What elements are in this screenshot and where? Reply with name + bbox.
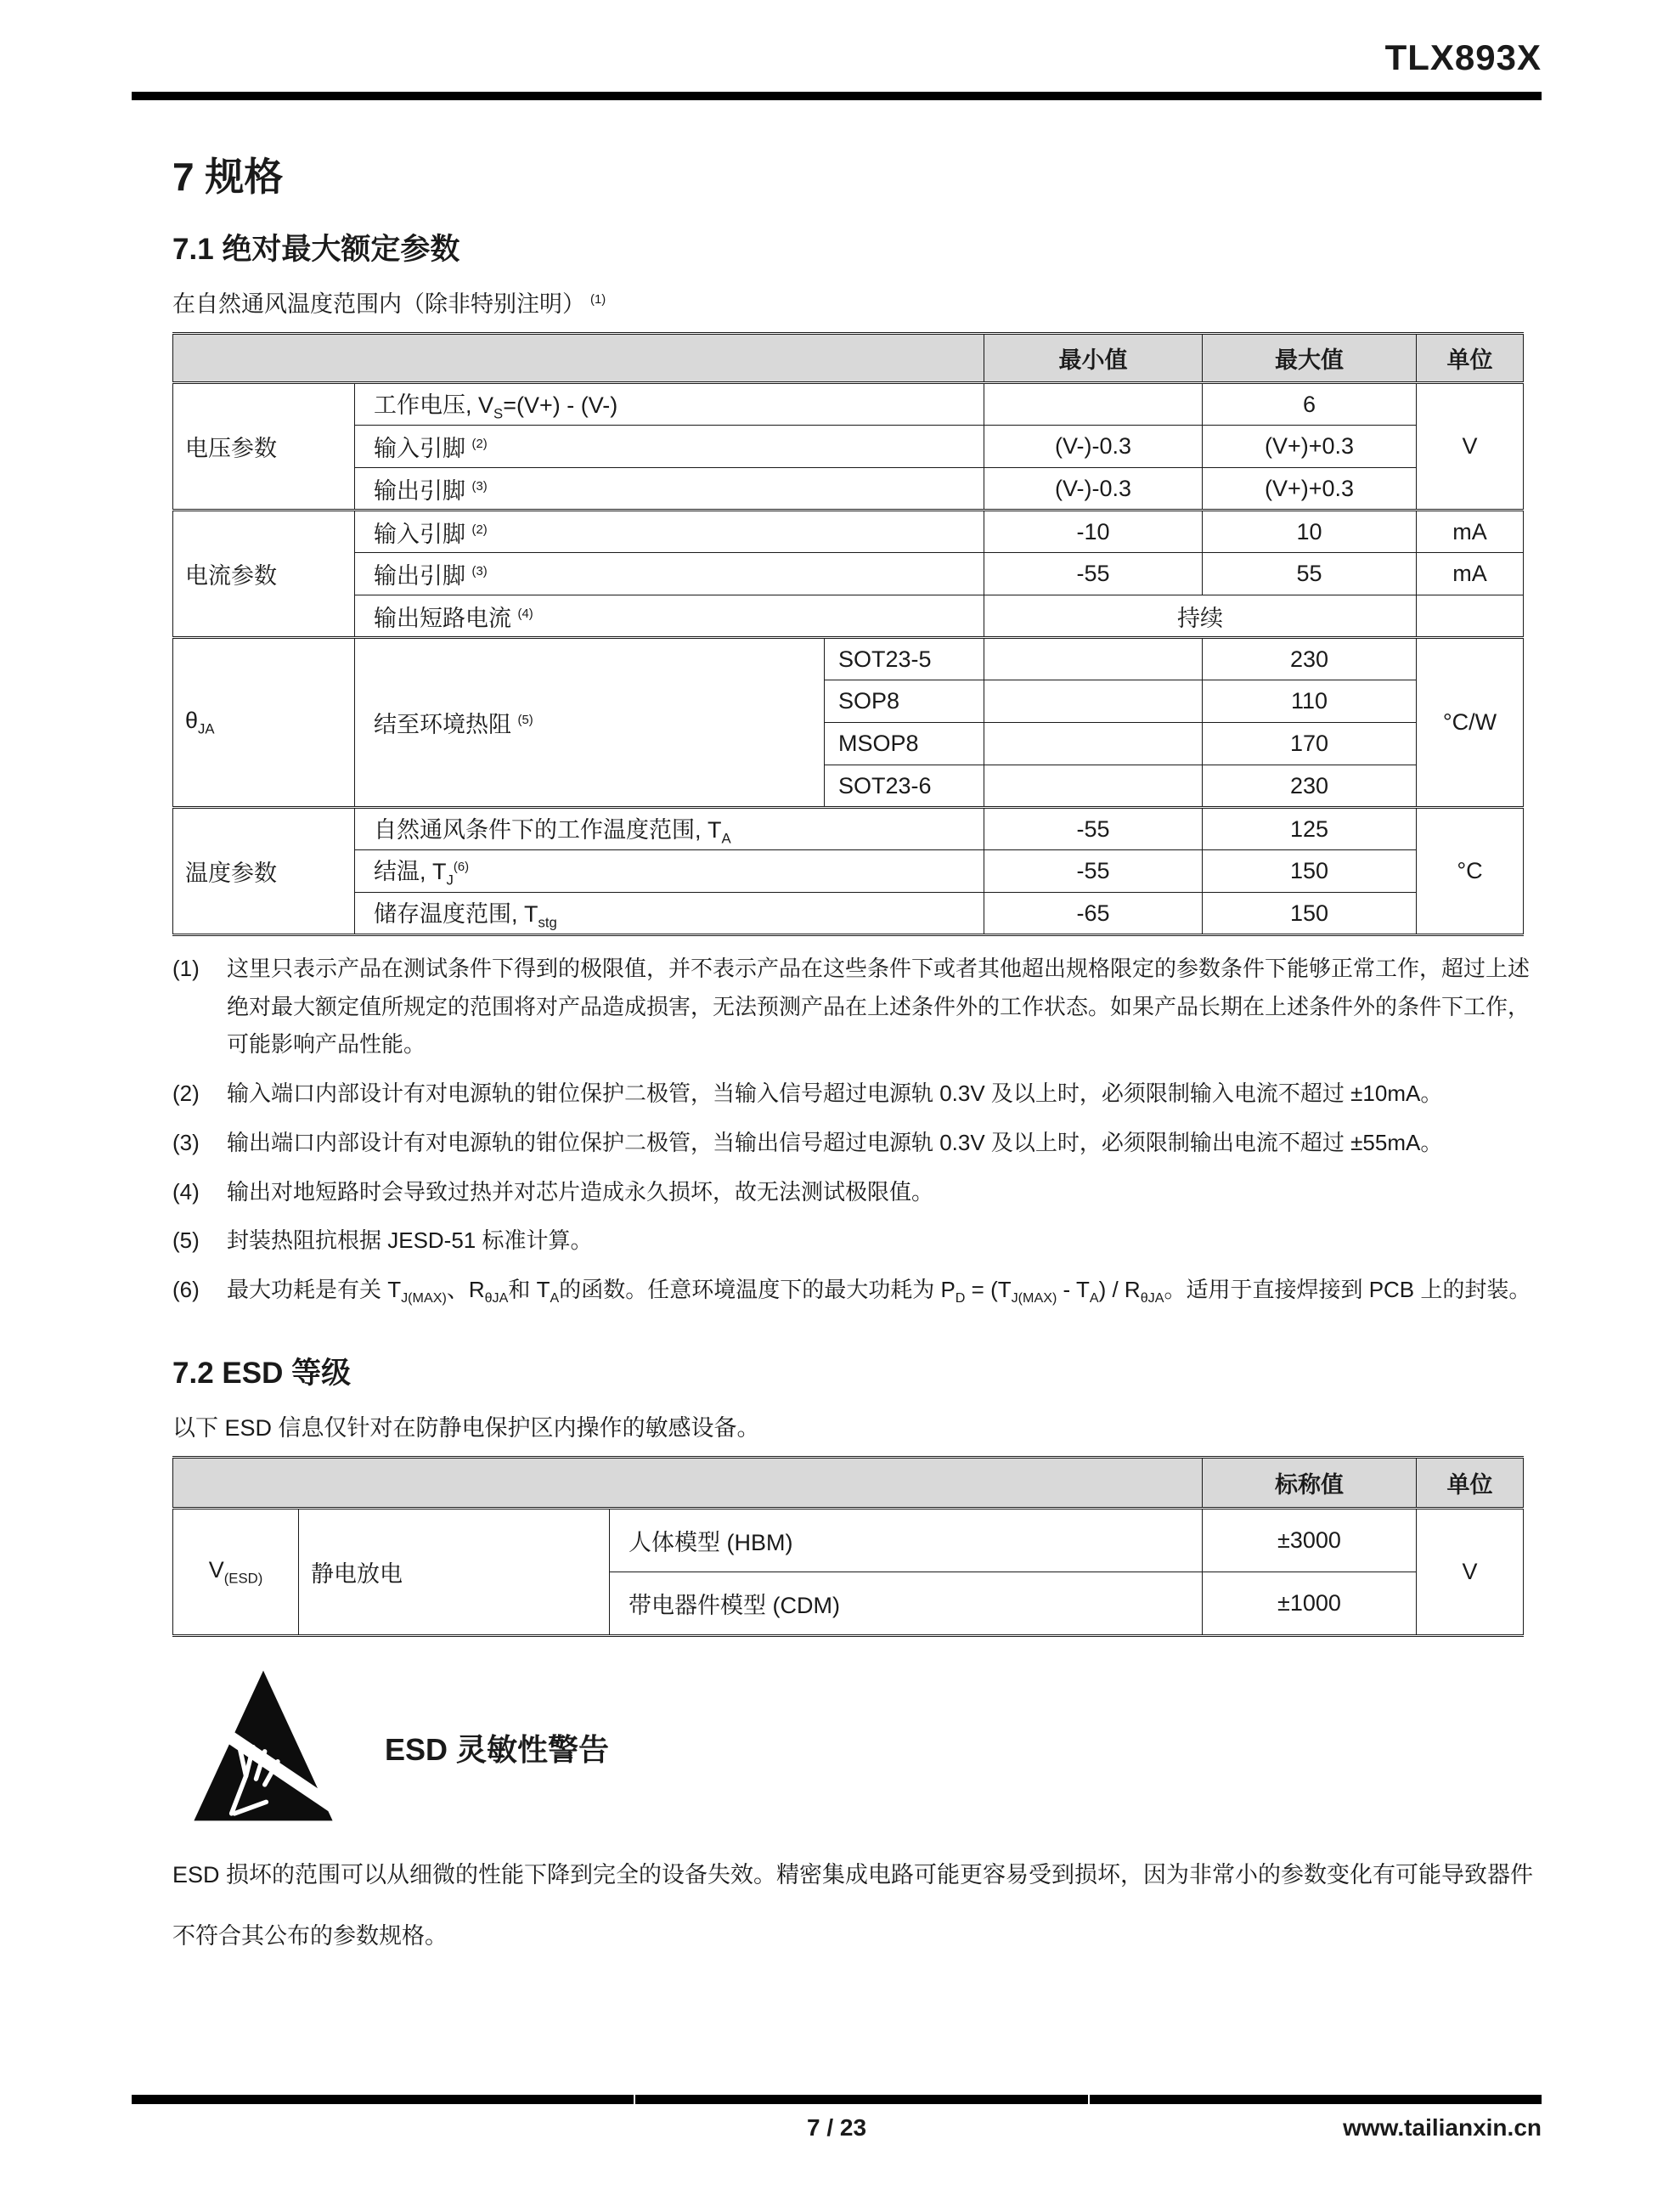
section-heading-7: 7 规格: [172, 155, 284, 199]
cell-min: (V-)-0.3: [984, 468, 1203, 511]
param-supply-voltage: [355, 383, 984, 426]
footnote-ref-6: (6): [453, 861, 470, 875]
group-voltage: 电压参数: [173, 383, 355, 511]
header-unit: 单位: [1417, 334, 1524, 383]
subscript: A: [721, 830, 731, 847]
cell-package: SOP8: [825, 680, 984, 723]
table-row: [173, 893, 1524, 935]
cell-unit-c: °C: [1417, 808, 1524, 935]
cell-cdm: 带电器件模型 (CDM): [610, 1572, 1203, 1635]
param-short-circuit-current: [355, 595, 984, 638]
footnote-segment: ) / R: [1098, 1277, 1141, 1303]
theta-symbol: θ: [185, 707, 199, 733]
param-text: 储存温度范围, T: [374, 900, 538, 927]
subscript: stg: [538, 914, 557, 931]
footnote-text: 输出端口内部设计有对电源轨的钳位保护二极管，当输出信号超过电源轨 0.3V 及以上时，必须限制输出电流不超过 ±55mA。: [227, 1129, 1443, 1155]
cell-unit-cw: °C/W: [1417, 638, 1524, 808]
param-text: 结至环境热阻: [374, 712, 518, 737]
footnote-segment: = (T: [965, 1277, 1012, 1303]
header-max: 最大值: [1203, 334, 1417, 383]
section-heading-7-2: 7.2 ESD 等级: [172, 1356, 352, 1390]
footnote-segment: - T: [1057, 1277, 1090, 1303]
footnote-segment: 最大功耗是有关 T: [227, 1277, 402, 1303]
page-number: 7 / 23: [806, 2114, 867, 2141]
param-input-pin-current: [355, 511, 984, 553]
esd-header-row: [173, 1457, 1524, 1508]
cell-continuous: 持续: [984, 595, 1417, 638]
subscript: D: [955, 1290, 966, 1306]
footnote-number: (6): [172, 1277, 200, 1303]
cell-max: 170: [1203, 723, 1417, 765]
cell-unit-ma: mA: [1417, 553, 1524, 595]
footnote-ref-4: (4): [517, 607, 533, 621]
footnote-ref-3: (3): [471, 479, 488, 494]
subscript: (ESD): [223, 1570, 263, 1587]
param-operating-temp: [355, 808, 984, 850]
cell-max: 150: [1203, 893, 1417, 935]
page-content: [172, 146, 1537, 1967]
cell-min: [984, 680, 1203, 723]
cell-max: 230: [1203, 765, 1417, 808]
param-text: 自然通风条件下的工作温度范围, T: [374, 816, 722, 843]
param-text: 输入引脚: [374, 521, 472, 547]
footnote-text: 输出对地短路时会导致过热并对芯片造成永久损坏，故无法测试极限值。: [227, 1178, 934, 1205]
cell-min: [984, 723, 1203, 765]
esd-warning-block: [191, 1666, 1537, 1830]
subscript: J(MAX): [401, 1290, 447, 1306]
param-output-pin-current: [355, 553, 984, 595]
cell-max: (V+)+0.3: [1203, 426, 1417, 468]
page-footer: [132, 2095, 1542, 2148]
footnote-text: [227, 1271, 1537, 1311]
footnote-text: 封装热阻抗根据 JESD-51 标准计算。: [227, 1227, 593, 1254]
footnote-4: [172, 1173, 1537, 1211]
footnote-1: [172, 950, 1537, 1064]
cell-hbm-value: ±3000: [1203, 1508, 1417, 1572]
footnote-2: [172, 1075, 1537, 1113]
cell-min: (V-)-0.3: [984, 426, 1203, 468]
footnote-ref-2: (2): [471, 522, 488, 537]
footnote-ref-5: (5): [517, 714, 533, 727]
footnote-segment: 。适用于直接焊接到 PCB 上的封装。: [1164, 1277, 1531, 1303]
abs-max-intro: [172, 285, 1537, 319]
footnote-segment: 、R: [446, 1277, 485, 1303]
footer-text-row: [132, 2114, 1542, 2148]
footnote-number: (5): [172, 1227, 200, 1254]
param-thermal-resistance: [355, 638, 825, 808]
footnote-list: [172, 950, 1537, 1311]
cell-max: (V+)+0.3: [1203, 468, 1417, 511]
footer-rule: [132, 2095, 1542, 2104]
param-text: 工作电压, V: [374, 392, 494, 418]
cell-min: [984, 383, 1203, 426]
footnote-number: (1): [172, 956, 200, 981]
param-junction-temp: [355, 850, 984, 893]
esd-table: [172, 1456, 1524, 1637]
footnote-text: 这里只表示产品在测试条件下得到的极限值，并不表示产品在这些条件下或者其他超出规格限定的参数条件下能够正常工作，超过上述绝对最大额定值所规定的范围将对产品造成损害，无法预测产品在上述条件外的工作状态。如果产品长期在上述条件外的条件下工作，可能影响产品性能。: [227, 956, 1531, 1058]
abs-max-table: [172, 332, 1524, 936]
cell-max: 55: [1203, 553, 1417, 595]
header-min: 最小值: [984, 334, 1203, 383]
esd-warning-label: ESD 灵敏性警告: [385, 1731, 610, 1767]
subscript: S: [493, 405, 504, 422]
footer-rule-gap: [1088, 2095, 1090, 2104]
table-row: [173, 808, 1524, 850]
param-output-pin: [355, 468, 984, 511]
abs-max-header-row: [173, 334, 1524, 383]
param-text: 输出短路电流: [374, 605, 518, 631]
cell-max: 230: [1203, 638, 1417, 680]
table-row: [173, 511, 1524, 553]
abs-max-intro-text: 在自然通风温度范围内（除非特别注明）: [172, 291, 585, 317]
table-row: [173, 383, 1524, 426]
footnote-3: [172, 1124, 1537, 1162]
table-row: [173, 850, 1524, 893]
subscript: A: [550, 1290, 560, 1306]
cell-min: -55: [984, 553, 1203, 595]
header-blank-cell: [173, 334, 984, 383]
symbol-vesd: [173, 1508, 299, 1635]
footnote-5: [172, 1222, 1537, 1260]
cell-cdm-value: ±1000: [1203, 1572, 1417, 1635]
footer-rule-gap: [634, 2095, 635, 2104]
cell-min: -55: [984, 850, 1203, 893]
footnote-segment: 和 T: [508, 1277, 550, 1303]
esd-warning-icon: [191, 1666, 335, 1830]
cell-min: -65: [984, 893, 1203, 935]
param-text: 输入引脚: [374, 436, 472, 461]
subscript: J(MAX): [1011, 1290, 1057, 1306]
table-row: [173, 553, 1524, 595]
cell-max: 110: [1203, 680, 1417, 723]
cell-unit-v: V: [1417, 1508, 1524, 1635]
subscript: JA: [198, 720, 215, 737]
footnote-segment: 的函数。任意环境温度下的最大功耗为 P: [559, 1277, 956, 1303]
header-blank-cell: [173, 1457, 1203, 1508]
table-row: [173, 1508, 1524, 1572]
cell-min: [984, 765, 1203, 808]
cell-package: SOT23-5: [825, 638, 984, 680]
footnote-number: (4): [172, 1178, 200, 1205]
group-theta-ja: [173, 638, 355, 808]
footnote-ref-1: (1): [590, 293, 606, 307]
table-row: [173, 468, 1524, 511]
subscript: J: [446, 872, 454, 889]
header-unit: 单位: [1417, 1457, 1524, 1508]
param-text: 输出引脚: [374, 563, 472, 589]
cell-package: MSOP8: [825, 723, 984, 765]
param-text: =(V+) - (V-): [503, 392, 618, 418]
cell-max: 6: [1203, 383, 1417, 426]
cell-unit-ma: mA: [1417, 511, 1524, 553]
subscript: θJA: [484, 1290, 509, 1306]
website-url: www.tailianxin.cn: [1343, 2114, 1542, 2141]
cell-hbm: 人体模型 (HBM): [610, 1508, 1203, 1572]
symbol-text: V: [208, 1556, 224, 1583]
cell-min: -55: [984, 808, 1203, 850]
footnote-ref-2: (2): [471, 437, 488, 451]
cell-unit-blank: [1417, 595, 1524, 638]
header-rule: [132, 92, 1542, 100]
table-row: [173, 595, 1524, 638]
group-current: 电流参数: [173, 511, 355, 638]
cell-min: -10: [984, 511, 1203, 553]
cell-max: 150: [1203, 850, 1417, 893]
footnote-ref-3: (3): [471, 565, 488, 578]
subscript: A: [1089, 1290, 1099, 1306]
esd-warning-paragraph: ESD 损坏的范围可以从细微的性能下降到完全的设备失效。精密集成电路可能更容易受到损坏，因为非常小的参数变化有可能导致器件不符合其公布的参数规格。: [172, 1861, 1534, 1949]
cell-min: [984, 638, 1203, 680]
cell-package: SOT23-6: [825, 765, 984, 808]
subscript: θJA: [1140, 1290, 1164, 1306]
footnote-number: (2): [172, 1081, 200, 1107]
group-temperature: 温度参数: [173, 808, 355, 935]
section-heading-7-1: 7.1 绝对最大额定参数: [172, 233, 460, 266]
cell-max: 125: [1203, 808, 1417, 850]
footnote-number: (3): [172, 1129, 200, 1155]
param-input-pin: [355, 426, 984, 468]
param-text: 结温, T: [374, 859, 447, 885]
cell-max: 10: [1203, 511, 1417, 553]
document-title: TLX893X: [1384, 37, 1542, 77]
esd-intro: 以下 ESD 信息仅针对在防静电保护区内操作的敏感设备。: [172, 1414, 760, 1441]
footnote-text: 输入端口内部设计有对电源轨的钳位保护二极管，当输入信号超过电源轨 0.3V 及以上时，必须限制输入电流不超过 ±10mA。: [227, 1081, 1443, 1107]
param-storage-temp: [355, 893, 984, 935]
footnote-6: [172, 1271, 1537, 1311]
cell-unit-v: V: [1417, 383, 1524, 511]
param-text: 输出引脚: [374, 477, 472, 504]
table-row: [173, 426, 1524, 468]
header-typical: 标称值: [1203, 1457, 1417, 1508]
table-row: [173, 638, 1524, 680]
label-electrostatic-discharge: 静电放电: [299, 1508, 610, 1635]
